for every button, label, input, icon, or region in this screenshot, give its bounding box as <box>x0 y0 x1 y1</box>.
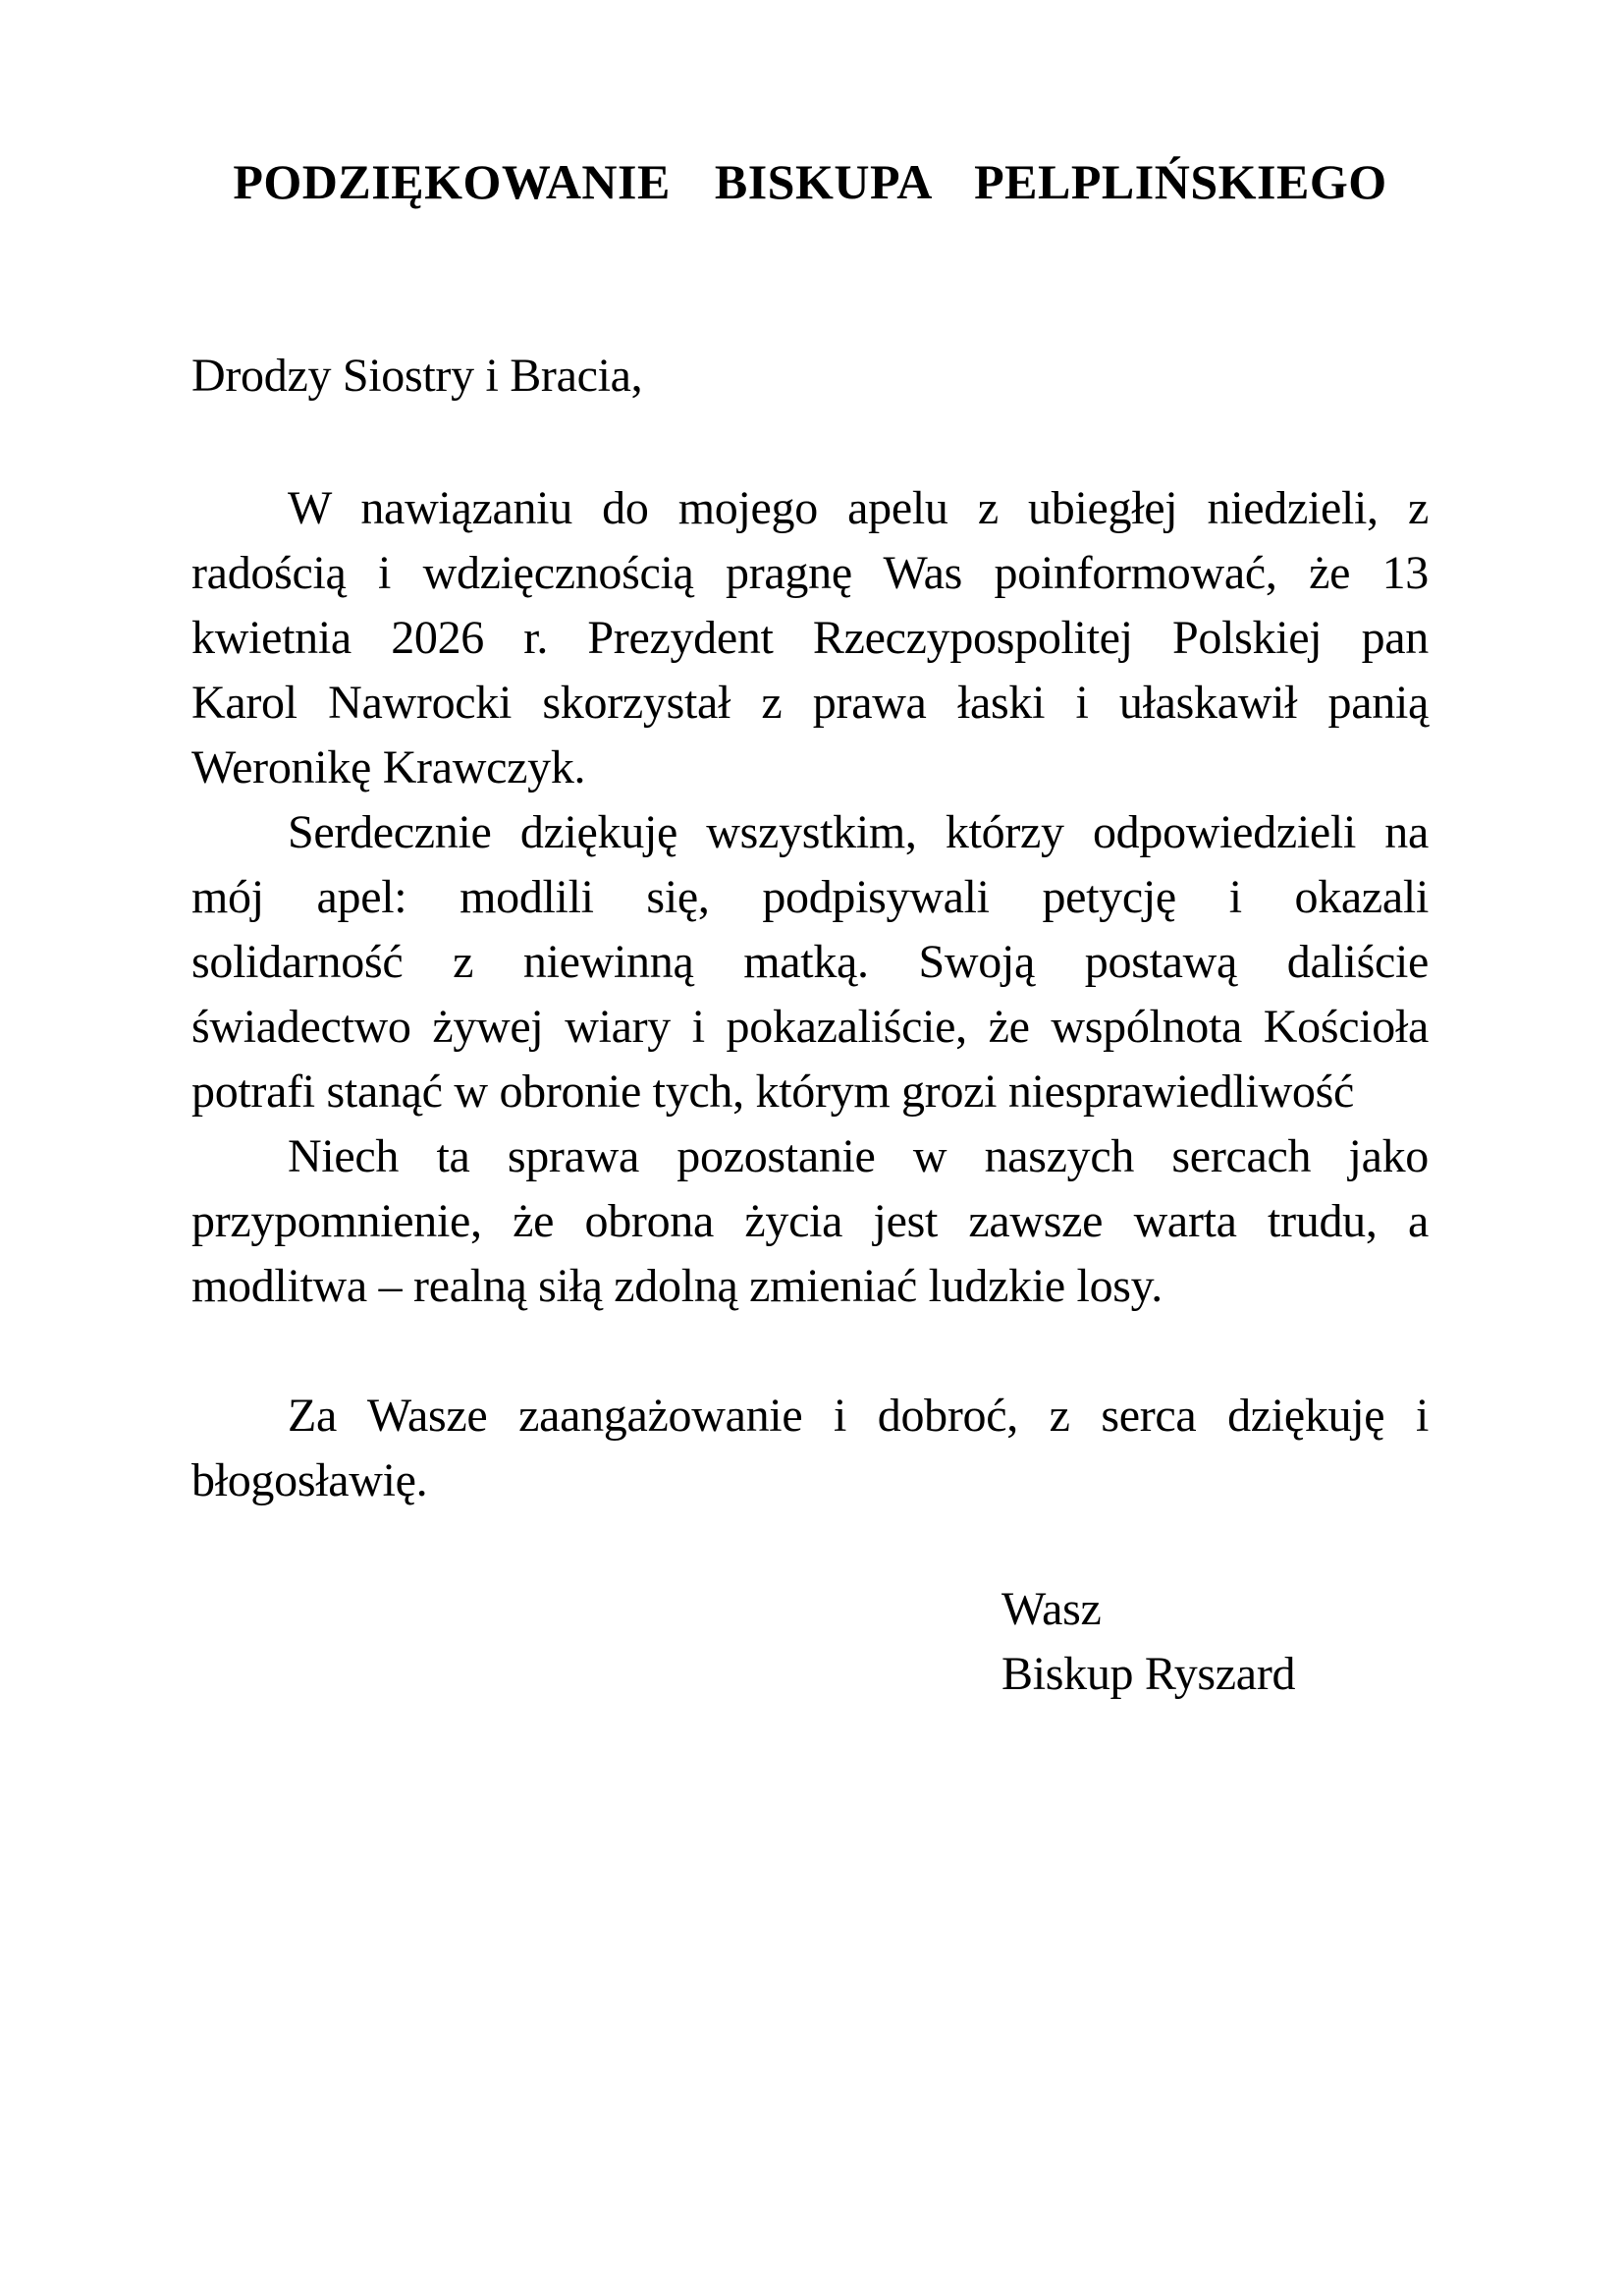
letter-line: świadectwo żywej wiary i pokazaliście, że wspólnota Kościoła <box>191 1001 1429 1053</box>
letter-title: PODZIĘKOWANIE BISKUPA PELPLIŃSKIEGO <box>233 154 1387 209</box>
letter-salutation: Drodzy Siostry i Bracia, <box>191 350 643 402</box>
letter-line: Niech ta sprawa pozostanie w naszych sercach jako <box>288 1130 1429 1182</box>
letter-line: Serdecznie dziękuję wszystkim, którzy odpowiedzieli na <box>288 806 1429 858</box>
letter-line: Karol Nawrocki skorzystał z prawa łaski i ułaskawił panią <box>191 677 1429 729</box>
letter-line: mój apel: modlili się, podpisywali petycję i okazali <box>191 871 1429 923</box>
letter-line: W nawiązaniu do mojego apelu z ubiegłej niedzieli, z <box>288 482 1429 534</box>
closing-line: Biskup Ryszard <box>1001 1648 1296 1700</box>
letter-line: przypomnienie, że obrona życia jest zawsze warta trudu, a <box>191 1195 1429 1247</box>
letter-line: Weronikę Krawczyk. <box>191 741 586 793</box>
letter-paragraph <box>191 476 1429 800</box>
letter-paragraph <box>191 800 1429 1124</box>
letter-closing <box>1001 1577 1434 1707</box>
letter-paragraph <box>191 1384 1429 1513</box>
letter-body <box>191 476 1429 1513</box>
letter-line: błogosławię. <box>191 1454 428 1506</box>
letter-line: solidarność z niewinną matką. Swoją postawą daliście <box>191 936 1429 988</box>
letter-line: Za Wasze zaangażowanie i dobroć, z serca dziękuję i <box>288 1390 1429 1442</box>
letter-line: modlitwa – realną siłą zdolną zmieniać ludzkie losy. <box>191 1260 1163 1312</box>
letter-line: kwietnia 2026 r. Prezydent Rzeczypospolitej Polskiej pan <box>191 612 1429 664</box>
letter-line: radością i wdzięcznością pragnę Was poinformować, że 13 <box>191 547 1429 599</box>
letter-paragraph <box>191 1124 1429 1319</box>
letter-line: potrafi stanąć w obronie tych, którym grozi niesprawiedliwość <box>191 1066 1355 1118</box>
closing-line: Wasz <box>1001 1583 1102 1635</box>
